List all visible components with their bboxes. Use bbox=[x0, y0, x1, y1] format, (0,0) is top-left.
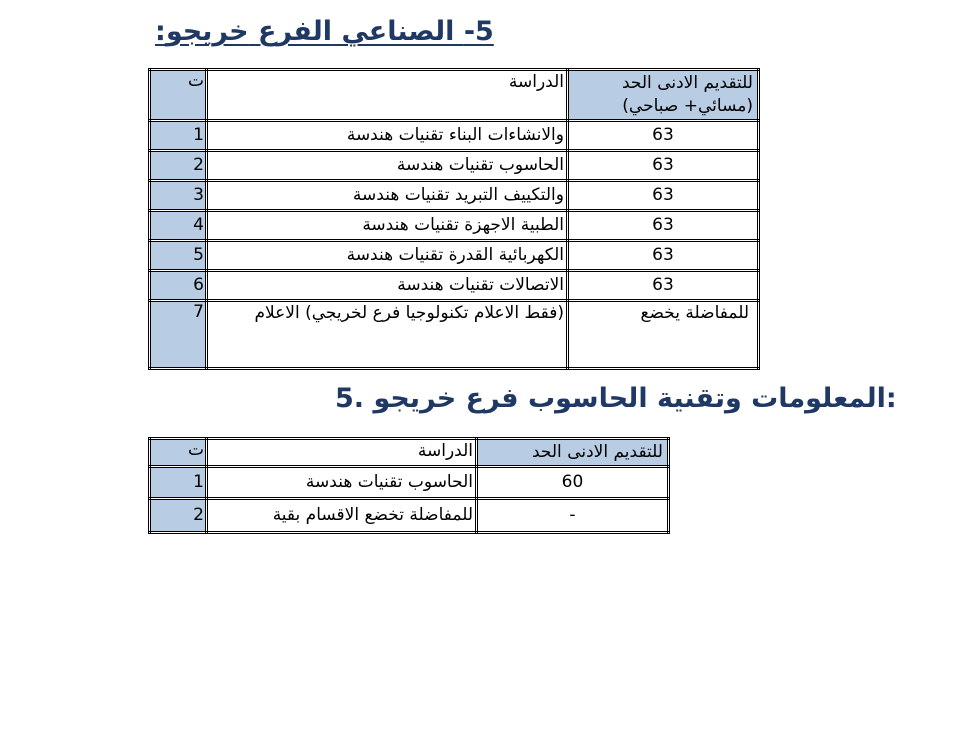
header-cell-study: الدراسة bbox=[207, 70, 568, 121]
table-row bbox=[150, 240, 759, 270]
header-cell-minimum: الحد الادنى للتقديم bbox=[477, 439, 669, 467]
table-row bbox=[150, 498, 669, 532]
study-cell: الاعلام (لخريجي فرع تكنولوجيا الاعلام فقط) bbox=[207, 300, 568, 368]
study-cell: هندسة تقنيات البناء والانشاءات bbox=[207, 120, 568, 150]
minimum-cell: - bbox=[477, 498, 669, 532]
header-cell-seq: ت bbox=[150, 70, 207, 121]
study-cell: هندسة تقنيات الحاسوب bbox=[207, 466, 477, 498]
minimum-cell: 63 bbox=[568, 240, 759, 270]
minimum-cell: 63 bbox=[568, 270, 759, 300]
header-cell-minimum bbox=[568, 70, 759, 121]
study-cell: هندسة تقنيات القدرة الكهربائية bbox=[207, 240, 568, 270]
minimum-cell: 63 bbox=[568, 180, 759, 210]
header-cell-seq: ت bbox=[150, 439, 207, 467]
seq-cell: 7 bbox=[150, 300, 207, 368]
study-cell: هندسة تقنيات الاجهزة الطبية bbox=[207, 210, 568, 240]
study-cell: هندسة تقنيات الحاسوب bbox=[207, 150, 568, 180]
table-row bbox=[150, 150, 759, 180]
section-title-computer-it-branch: 5. خريجو فرع الحاسوب وتقنية المعلومات: bbox=[335, 383, 897, 414]
table-row bbox=[150, 210, 759, 240]
seq-cell: 4 bbox=[150, 210, 207, 240]
table-header-row bbox=[150, 70, 759, 121]
table-row bbox=[150, 180, 759, 210]
study-cell: هندسة تقنيات الاتصالات bbox=[207, 270, 568, 300]
seq-cell: 5 bbox=[150, 240, 207, 270]
header-minimum-line1: الحد الادنى للتقديم bbox=[621, 73, 753, 93]
section-title-industrial-branch: :خريجو الفرع الصناعي -5 bbox=[155, 16, 494, 47]
table-header-row bbox=[150, 439, 669, 467]
table-row bbox=[150, 120, 759, 150]
header-minimum-line2: (صباحي +مسائي) bbox=[622, 95, 753, 116]
industrial-branch-table bbox=[148, 68, 760, 370]
seq-cell: 2 bbox=[150, 150, 207, 180]
minimum-cell: 63 bbox=[568, 120, 759, 150]
study-cell: بقية الاقسام تخضع للمفاضلة bbox=[207, 498, 477, 532]
seq-cell: 6 bbox=[150, 270, 207, 300]
minimum-cell: 60 bbox=[477, 466, 669, 498]
header-cell-study: الدراسة bbox=[207, 439, 477, 467]
table-row bbox=[150, 300, 759, 368]
minimum-cell: 63 bbox=[568, 150, 759, 180]
computer-it-branch-table bbox=[148, 437, 670, 534]
table-row bbox=[150, 466, 669, 498]
minimum-cell: يخضع للمفاضلة bbox=[568, 300, 759, 368]
seq-cell: 1 bbox=[150, 466, 207, 498]
minimum-cell: 63 bbox=[568, 210, 759, 240]
study-cell: هندسة تقنيات التبريد والتكييف bbox=[207, 180, 568, 210]
seq-cell: 2 bbox=[150, 498, 207, 532]
seq-cell: 3 bbox=[150, 180, 207, 210]
table-row bbox=[150, 270, 759, 300]
seq-cell: 1 bbox=[150, 120, 207, 150]
